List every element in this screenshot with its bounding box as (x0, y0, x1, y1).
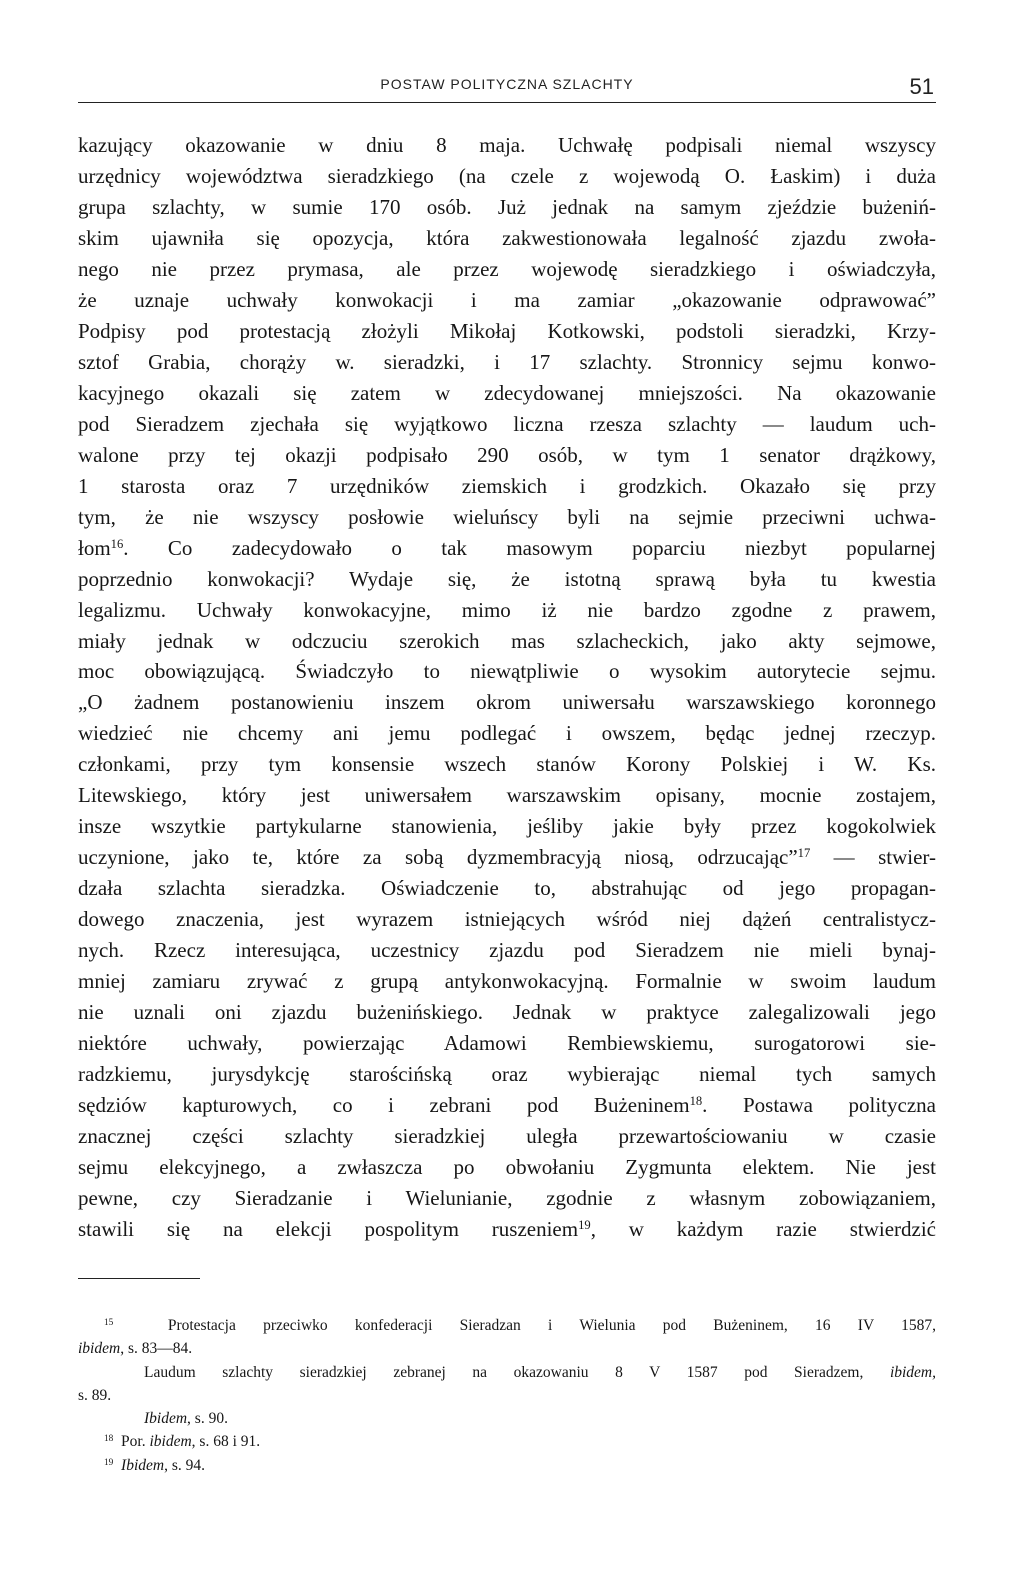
text-line (78, 1090, 936, 1121)
footnote-italic: Ibidem (144, 1410, 188, 1428)
footnote-text: , s. 90. (187, 1410, 228, 1428)
text-line: pewne, czy Sieradzanie i Wielunianie, zgodnie z własnym zobowiązaniem, (78, 1185, 936, 1210)
footnotes (78, 1314, 936, 1477)
text-line: członkami, przy tym konsensie wszech stanów Korony Polskiej i W. Ks. (78, 752, 936, 777)
text-line: urzędnicy województwa sieradzkiego (na czele z wojewodą O. Łaskim) i duża (78, 163, 936, 188)
text-fragment: . Postawa polityczna (702, 1093, 936, 1118)
footnote-ref: 16 (110, 536, 124, 551)
text-line (78, 533, 936, 564)
text-line: kacyjnego okazali się zatem w zdecydowanej mniejszości. Na okazowanie (78, 380, 936, 405)
footnote-number: 15 (104, 1317, 114, 1328)
footnote-ref: 19 (578, 1217, 591, 1232)
text-line: Litewskiego, który jest uniwersałem warszawskim opisany, mocnie zostajem, (78, 783, 936, 808)
footnote-text: , s. 68 i 91. (191, 1433, 261, 1451)
footnote-text: , s. 94. (164, 1456, 206, 1474)
footnote-italic: ibidem (78, 1340, 121, 1358)
text-line: niektóre uchwały, powierzając Adamowi Rembiewskiemu, surogatorowi sie- (78, 1031, 936, 1056)
footnote-number: 18 (104, 1434, 114, 1445)
text-line: „O żadnem postanowieniu inszem okrom uniwersału warszawskiego koronnego (78, 690, 936, 715)
footnote-separator (78, 1278, 200, 1279)
text-fragment: sędziów kapturowych, co i zebrani pod Bużeninem (78, 1093, 690, 1118)
text-line: legalizmu. Uchwały konwokacyjne, mimo iż nie bardzo zgodne z prawem, (78, 597, 936, 622)
running-head: POSTAW POLITYCZNA SZLACHTY (380, 76, 634, 92)
text-line: kazujący okazowanie w dniu 8 maja. Uchwałę podpisali niemal wszyscy (78, 133, 936, 157)
text-line: że uznaje uchwały konwokacji i ma zamiar „okazowanie odprawować” (78, 287, 936, 312)
text-line: nego nie przez prymasa, ale przez wojewodę sieradzkiego i oświadczyła, (78, 256, 936, 281)
footnote-17 (78, 1407, 936, 1430)
text-fragment: , w każdym razie stwierdzić (590, 1216, 936, 1241)
text-line: nych. Rzecz interesująca, uczestnicy zjazdu pod Sieradzem nie mieli bynaj- (78, 938, 936, 963)
text-line: Podpisy pod protestacją złożyli Mikołaj Kotkowski, podstoli sieradzki, Krzy- (78, 318, 936, 343)
text-line: walone przy tej okazji podpisało 290 osób, w tym 1 senator drążkowy, (78, 442, 936, 467)
text-line: poprzednio konwokacji? Wydaje się, że istotną sprawą była tu kwestia (78, 566, 936, 591)
footnote-text: , s. 83—84. (120, 1340, 193, 1358)
text-fragment: — stwier- (810, 845, 936, 870)
text-fragment: łom (78, 535, 111, 560)
footnote-text: Protestacja przeciwko konfederacji Sieradzan i Wielunia pod Bużeninem, 16 IV 1587, (167, 1317, 937, 1334)
footnote-15-cont (78, 1337, 936, 1360)
footnote-19 (78, 1454, 936, 1477)
text-line: skim ujawniła się opozycja, która zakwestionowała legalność zjazdu zwoła- (78, 225, 936, 250)
text-line: insze wszytkie partykularne stanowienia, jeśliby jakie były przez kogokolwiek (78, 814, 936, 839)
text-line: 1 starosta oraz 7 urzędników ziemskich i grodzkich. Okazało się przy (78, 473, 936, 498)
text-line: pod Sieradzem zjechała się wyjątkowo liczna rzesza szlachty — laudum uch- (78, 411, 936, 436)
text-line: mniej zamiaru zrywać z grupą antykonwokacyjną. Formalnie w swoim laudum (78, 969, 936, 994)
text-line: sztof Grabia, chorąży w. sieradzki, i 17 szlachty. Stronnicy sejmu konwo- (78, 349, 936, 374)
text-fragment: . Co zadecydowało o tak masowym poparciu niezbyt popularnej (123, 535, 936, 560)
text-line: dzała szlachta sieradzka. Oświadczenie to, abstrahując od jego propagan- (78, 876, 936, 901)
footnote-italic: Ibidem (121, 1456, 165, 1474)
text-line (78, 1214, 936, 1245)
page-number: 51 (909, 74, 934, 99)
text-line: moc obowiązującą. Świadczyło to niewątpliwie o wysokim autorytecie sejmu. (78, 659, 936, 684)
footnote-text: Laudum szlachty sieradzkiej zebranej na okazowaniu 8 V 1587 pod Sieradzem, (144, 1363, 890, 1381)
text-line: wiedzieć nie chcemy ani jemu podlegać i owszem, będąc jednej rzeczyp. (78, 721, 936, 746)
footnote-18 (78, 1430, 936, 1453)
footnote-italic: ibidem (149, 1433, 192, 1451)
text-line: miały jednak w odczuciu szerokich mas szlacheckich, jako akty sejmowe, (78, 628, 936, 653)
footnote-16 (78, 1361, 936, 1384)
text-line: tym, że nie wszyscy posłowie wieluńscy byli na sejmie przeciwni uchwa- (78, 504, 936, 529)
page-header (78, 72, 936, 103)
text-line: radzkiemu, jurysdykcję starościńską oraz wybierając niemal tych samych (78, 1062, 936, 1087)
footnote-number: 19 (104, 1457, 114, 1468)
text-line: dowego znaczenia, jest wyrazem istniejących wśród niej dążeń centralistycz- (78, 907, 936, 932)
text-fragment: stawili się na elekcji pospolitym ruszeniem (78, 1216, 579, 1241)
footnote-text: Por. (121, 1433, 150, 1451)
footnote-italic: ibidem, (889, 1363, 936, 1381)
text-line (78, 842, 936, 873)
text-line: sejmu elekcyjnego, a zwłaszcza po obwołaniu Zygmunta elektem. Nie jest (78, 1154, 936, 1179)
footnote-ref: 17 (797, 846, 811, 861)
text-line: grupa szlachty, w sumie 170 osób. Już jednak na samym zjeździe bużeniń- (78, 194, 936, 219)
text-line: nie uznali oni zjazdu bużenińskiego. Jednak w praktyce zalegalizowali jego (78, 1000, 936, 1025)
text-line: znacznej części szlachty sieradzkiej uległa przewartościowaniu w czasie (78, 1124, 936, 1148)
footnote-16-cont: s. 89. (78, 1386, 112, 1404)
text-fragment: uczynione, jako te, które za sobą dyzmembracyją niosą, odrzucając” (78, 845, 798, 870)
footnote-ref: 18 (689, 1094, 703, 1109)
footnote-15 (78, 1314, 936, 1337)
body-text (78, 130, 936, 1245)
